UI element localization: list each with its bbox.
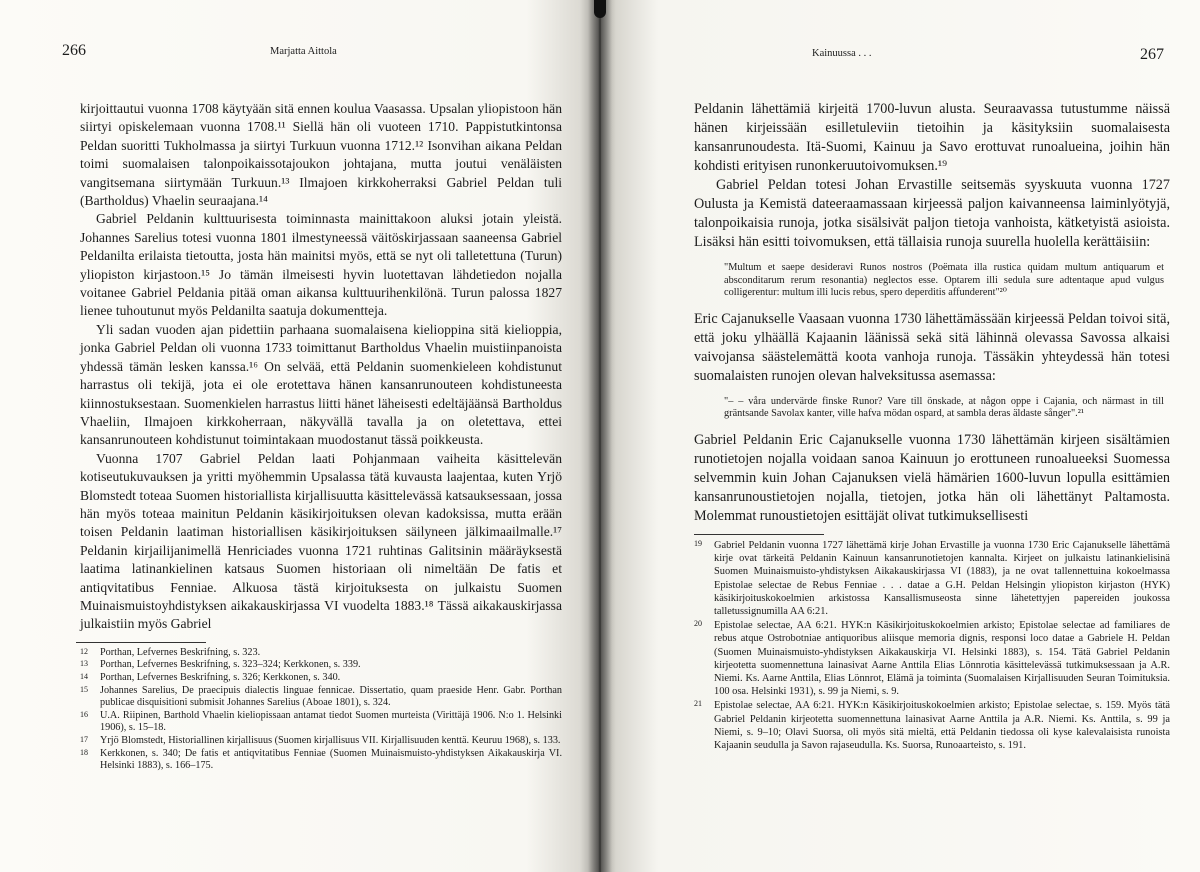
page-number: 267 <box>1140 46 1164 63</box>
footnote <box>694 539 1170 618</box>
paragraph: Gabriel Peldan totesi Johan Ervastille seitsemäs syyskuuta vuonna 1727 Oulusta ja Kemistä dateeraamassaan kirjeessä paljon kaivanneensa laiminlyötyjä, talonpoikaisia runoja, jotka sisälsivät paljon tietoja vanhoista, kätketyistä asioista. Lisäksi hän esitti toivomuksen, että tällaisia runoja suurella huolella kerättäisiin: <box>694 177 1170 250</box>
page-number: 266 <box>62 42 86 59</box>
footnote <box>80 647 562 660</box>
footnote-number: 14 <box>80 671 88 681</box>
paragraph: Gabriel Peldanin kulttuurisesta toiminnasta mainittakoon aluksi jotain yleistä. Johannes Sarelius totesi vuonna 1801 ilmestyneessä väitöskirjassaan saaneensa Gabriel Peldanilta erilaista tietoutta, josta hän mainitsi myös, että se nyt oli talletettuna (Turun) yliopiston kirjastoon.¹⁵ Jo tämän ilmeisesti hyvin luotettavan lähdetiedon nojalla voitanee Gabriel Peldania pitää oman aikansa kulttuurihenkilönä. Turun palossa 1827 lienee tuhoutunut myös Peldanilta saatuja dokumentteja. <box>80 211 562 319</box>
left-page <box>0 0 598 872</box>
footnote-text: U.A. Riipinen, Barthold Vhaelin kieliopissaan antamat tiedot Suomen murteista (Virittäjä 1906. N:o 1. Helsinki 1906), s. 15–18. <box>100 709 562 734</box>
footnote <box>80 710 562 735</box>
footnote <box>694 619 1170 698</box>
paragraph: Peldanin lähettämiä kirjeitä 1700-luvun alusta. Seuraavassa tutustumme näissä hänen kirjeissään esilletuleviin tietoihin ja käsityksiin suomalaisesta kansanrunoudesta. Itä-Suomi, Kainuu ja Savo erottuvat runoalueina, joihin hän kohdisti erityisen runonkeruutoivomuksen.¹⁹ <box>694 101 1170 174</box>
footnote-number: 13 <box>80 659 88 669</box>
footnote-text: Johannes Sarelius, De praecipuis dialectis linguae fennicae. Dissertatio, quam praeside Henr. Gabr. Porthan publicae disquisitioni submisit Johannes Sarelius (Aboae 1801), s. 324. <box>100 684 562 709</box>
footnote-text: Porthan, Lefvernes Beskrifning, s. 326; Kerkkonen, s. 340. <box>100 671 341 683</box>
footnote-number: 15 <box>80 684 88 694</box>
footnote-number: 12 <box>80 646 88 656</box>
footnote-text: Epistolae selectae, AA 6:21. HYK:n Käsikirjoituskokoelmien arkisto; Epistolae selectae, s. 159. Myös tätä Gabriel Peldanin kirjeotetta suomennettuna lainasivat Aarne Anttila ja A.R. Niemi. Ks. Anttila, s. 99 ja Niemi, s. 9–10; Olavi Suorsa, oli myös sitä mieltä, että Peldanin tiedossa oli kyse kalevalaisista runoista Kajaanin seudulla ja Savon rajaseudulla. Ks. Suorsa, Runoaarteisto, s. 191. <box>714 700 1170 752</box>
paragraph: kirjoittautui vuonna 1708 käytyään sitä ennen koulua Vaasassa. Upsalan yliopistoon hän siirtyi opiskelemaan vuonna 1708.¹¹ Siellä hän oli vuoteen 1710. Pappistutkintonsa Peldan suoritti Tukholmassa ja siirtyi Turkuun vuonna 1712.¹² Isonvihan aikana Peldan toimi suomalaisen talonpoikaissotajoukon johtajana, mutta joutui venäläisten vangitsemana siirtymään Turkuun.¹³ Ilmajoen kirkkoherraksi Gabriel Peldan tuli (Bartholdus) Vhaelin seuraajana.¹⁴ <box>80 101 562 209</box>
footnote-text: Porthan, Lefvernes Beskrifning, s. 323–324; Kerkkonen, s. 339. <box>100 659 361 671</box>
footnote-number: 18 <box>80 747 88 757</box>
right-page-header <box>694 42 1170 100</box>
paragraph: Yli sadan vuoden ajan pidettiin parhaana suomalaisena kielioppina sitä kielioppia, jonka Gabriel Peldan oli vuonna 1733 toimittanut Bartholdus Vhaelin muistiinpanoista yhdessä tämän lesken kanssa.¹⁶ On selvää, että Peldanin suomenkieleen kohdistunut harrastus oli tekijä, jota ei ole erotettava hänen kansanrunouteen kohdistuneesta kiinnostuksestaan. Suomenkielen harrastus liitti hänet läheisesti edeltäjäänsä Bartholdus Vhaeliin, Ilmajoen kirkkoherraan, näkyvällä tavalla ja on oletettava, ettei kansanrunouteen kohdistunut toimintakaan muodostanut tässä poikkeusta. <box>80 321 562 448</box>
footnote <box>80 672 562 685</box>
footnote <box>80 685 562 710</box>
footnote <box>694 699 1170 752</box>
footnote-text: Yrjö Blomstedt, Historiallinen kirjallisuus (Suomen kirjallisuus VII. Kirjallisuuden kenttä. Keuruu 1968), s. 133. <box>100 734 561 746</box>
footnote-number: 19 <box>694 538 702 548</box>
footnote-number: 16 <box>80 709 88 719</box>
left-footnotes <box>80 647 562 773</box>
footnote-divider <box>76 642 206 643</box>
footnote-number: 21 <box>694 699 702 709</box>
footnote-number: 20 <box>694 619 702 629</box>
swedish-quote: "– – våra undervärde finske Runor? Vare till önskade, at någon oppe i Cajania, och närmast in till gräntsande Savolax kanter, ville hafva mödan ospard, at sambla deras äldaste sånger".²¹ <box>724 395 1164 420</box>
footnote <box>80 735 562 748</box>
footnote-text: Epistolae selectae, AA 6:21. HYK:n Käsikirjoituskokoelmien arkisto; Epistolae selectae ad familiares de rebus atque Ostrobotniae antiquoribus aliisque memoria dignis, responsi loco datae a Gabriele H. Peldan (Suomen Muinaismuisto-yhdistyksen Aikakauskirja VI. Helsinki 1883), s. 154. Tätä Gabriel Peldanin kirjeotetta suomennettuna lainasivat Aarne Anttila Elias Lönnrotia käsittelevässä tutkimuksessaan ja A.R. Niemi. Ks. Aarne Anttila, Elias Lönnrot, Elämä ja toiminta (Suomalaisen Kirjallisuuden Seuran Toimituksia. 100 osa. Helsinki 1931), s. 99 ja Niemi, s. 9. <box>714 620 1170 698</box>
footnote-text: Porthan, Lefvernes Beskrifning, s. 323. <box>100 646 261 658</box>
footnote-text: Gabriel Peldanin vuonna 1727 lähettämä kirje Johan Ervastille ja vuonna 1730 Eric Cajanukselle lähettämä kirje ovat tärkeitä Peldanin Kainuun kansanrunotietojen kannalta. Kirjeet on julkaistu latinankielisinä Suomen Muinaismuisto-yhdistyksen Aikakauskirjassa VI (1883), ja ne ovat tallennettuina kokoelmassa Epistolae selectae de Rebus Fenniae . . . datae a G.H. Peldan Helsingin yliopiston kirjaston (HYK) käsikirjoituskokoelmien arkistossa Kansallismuseosta sinne lähetettyjen papereiden joukossa talletussignumilla AA 6:21. <box>714 539 1170 617</box>
footnote <box>80 748 562 773</box>
footnote-divider <box>694 534 824 535</box>
footnote <box>80 659 562 672</box>
paragraph: Vuonna 1707 Gabriel Peldan laati Pohjanmaan vaiheita käsittelevän kotiseutukuvauksen ja yritti myöhemmin Upsalassa tätä kuvausta laajentaa, kuten Yrjö Blomstedt toteaa Suomen historiallista kirjallisuutta käsittelevässä katsauksessaan, jossa hän myös toteaa mainitun Peldanin käsikirjoituksen olevan kadoksissa, mutta erään toisen Peldanin laatiman historiallisen käsikirjoituksen säilyneen jälkimaailmalle.¹⁷ Peldanin kirjailijanimellä Henriciades vuonna 1721 ruhtinas Galitsinin määräyksestä laatima latinankielinen katsaus Suomen historiaan oli nimeltään De fatis et antiqvitatibus Fenniae. Alkuosa tästä kirjoituksesta on julkaistu Suomen Muinaismuistoyhdistyksen aikakauskirjassa VI vuodelta 1883.¹⁸ Tässä aikakauskirjassa julkaistiin myös Gabriel <box>80 450 562 632</box>
running-head-title: Kainuussa . . . <box>812 48 872 59</box>
latin-quote: "Multum et saepe desideravi Runos nostros (Poëmata illa rustica quidam multum antiquarum et absconditarum rerum resonantia) neglectos esse. Optarem illi sedula sure adtentaque apud vulgus colligerentur: multum illi lucis rebus, spero deperditis affunderent"²⁰ <box>724 262 1164 299</box>
right-page <box>598 0 1200 872</box>
footnote-number: 17 <box>80 734 88 744</box>
paragraph: Gabriel Peldanin Eric Cajanukselle vuonna 1730 lähettämän kirjeen sisältämien runotietojen nojalla voidaan sanoa Kainuun jo erottuneen runoalueeksi Suomessa selvemmin kuin Johan Cajanuksen vielä hämärien 1600-luvun lopulla esittämien kansanrunoustietojen nojalla, tietojen, jotka hän oli lähettänyt Paltamosta. Molemmat runoustietojen esittäjät olivat tutkimuksellisesti <box>694 431 1170 524</box>
right-body-text <box>694 100 1170 526</box>
running-head-author: Marjatta Aittola <box>270 46 337 57</box>
left-body-text <box>80 100 562 634</box>
right-footnotes <box>694 539 1170 752</box>
paragraph: Eric Cajanukselle Vaasaan vuonna 1730 lähettämässään kirjeessä Peldan toivoi sitä, että joku ylhäällä Kajaanin läänissä sekä sitä lähinnä olevassa Savossa alkaisi vaivojansa säästelemättä koota vanhoja runoja. Tässäkin yhteydessä hän totesi suomalaisten runojen olevan halveksitussa asemassa: <box>694 310 1170 384</box>
footnote-text: Kerkkonen, s. 340; De fatis et antiqvitatibus Fenniae (Suomen Muinaismuisto-yhdistyksen Aikakauskirja VI. Helsinki 1883), s. 166–175. <box>100 747 562 772</box>
left-page-header <box>62 42 562 100</box>
